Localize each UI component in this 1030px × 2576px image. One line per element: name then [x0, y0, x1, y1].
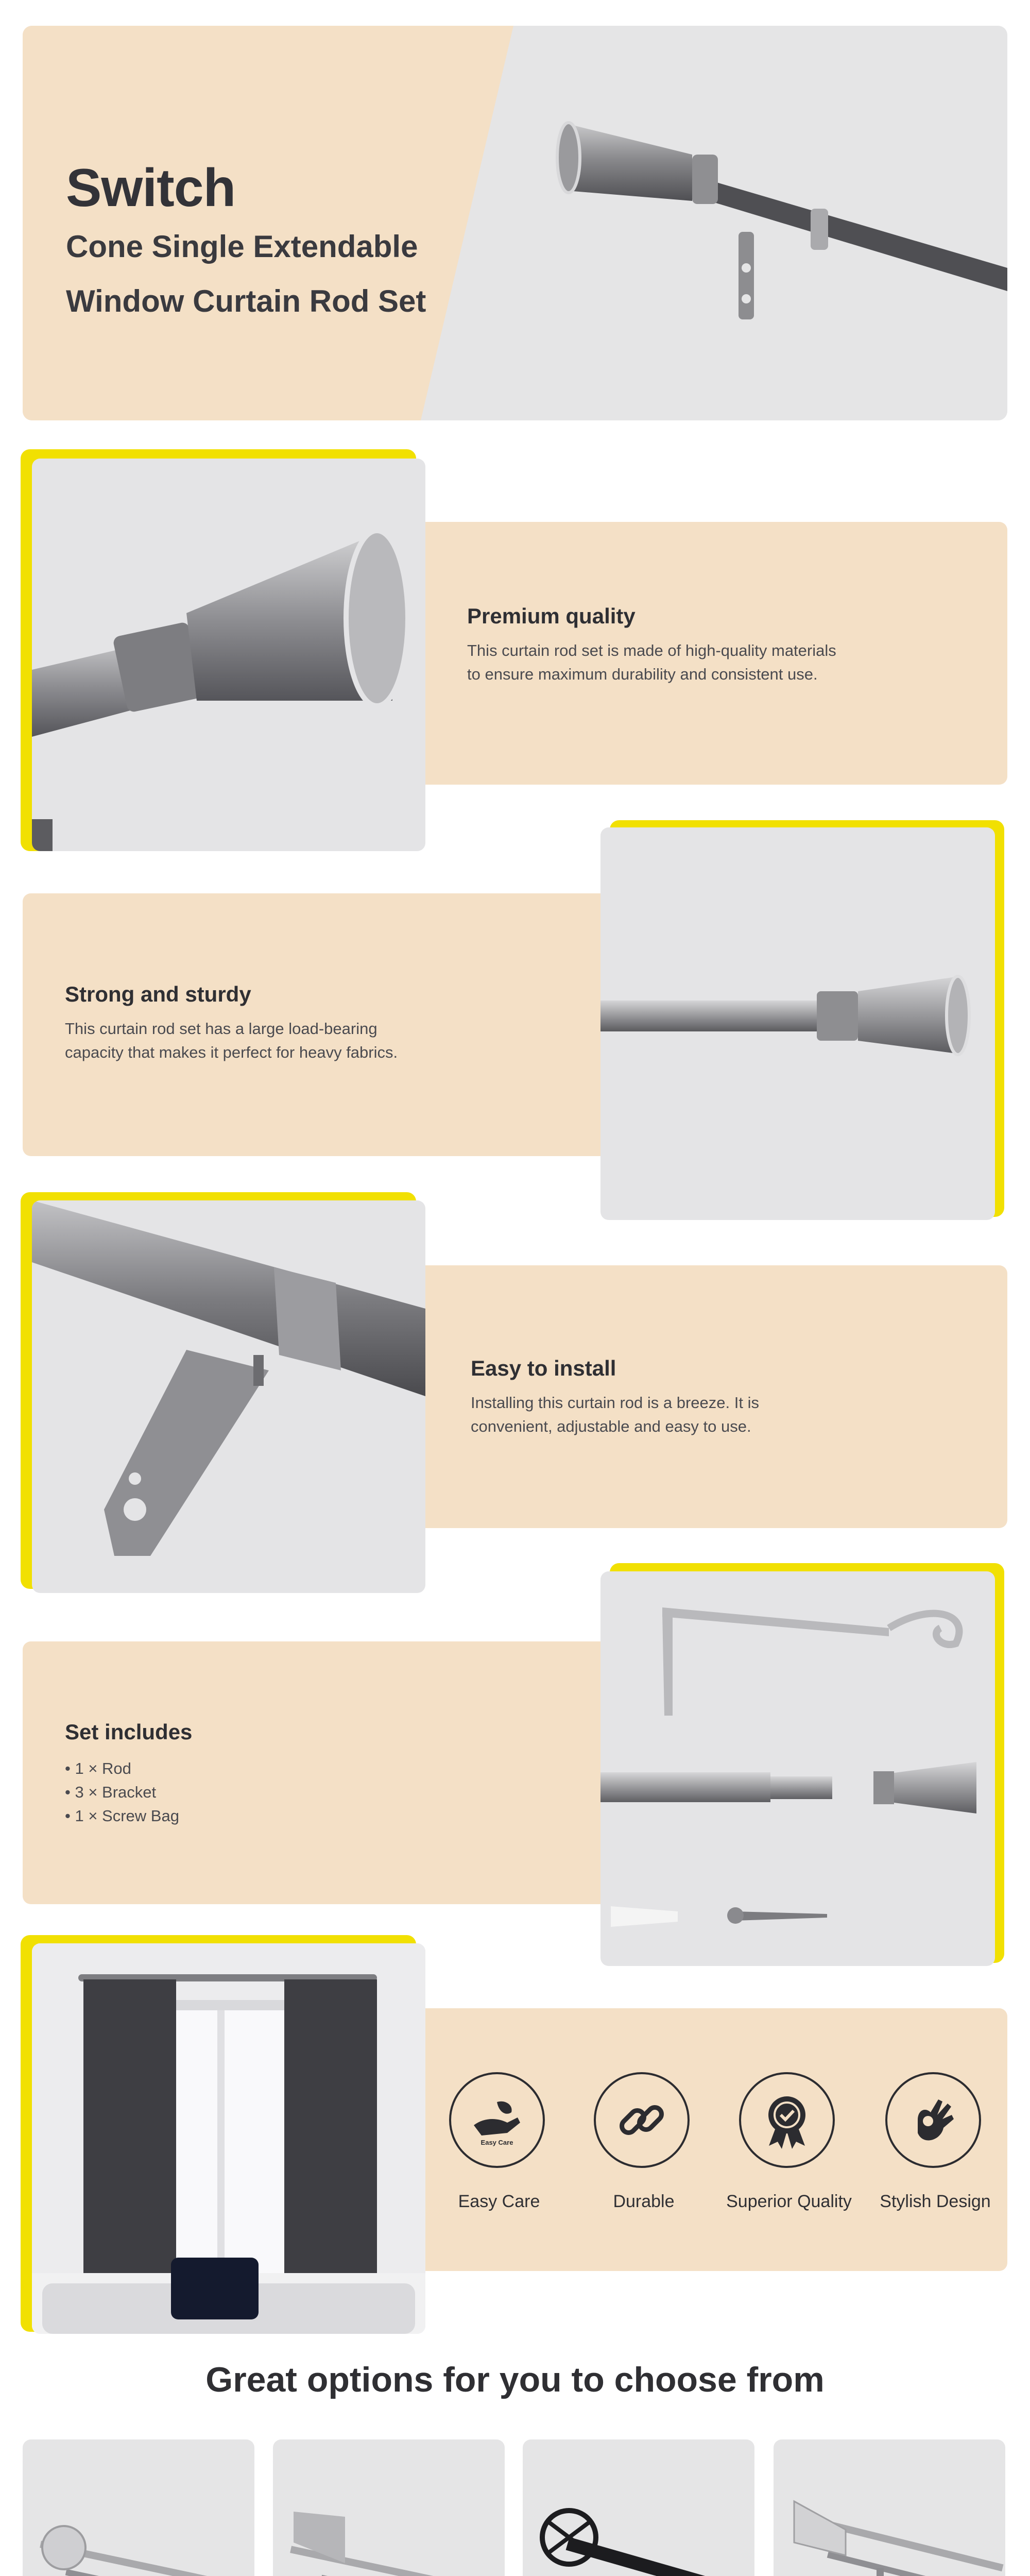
hero-banner — [23, 26, 1007, 420]
rod-side-view-image — [600, 827, 995, 1220]
badge-superior-quality — [739, 2072, 835, 2168]
set-includes-list — [65, 1757, 179, 1828]
list-item: • 1 × Rod — [65, 1759, 131, 1777]
hero-subtitle-line1: Cone Single Extendable — [66, 229, 418, 264]
easy-care-icon — [449, 2072, 545, 2168]
cone-finial-closeup-image — [32, 459, 425, 851]
badge-label-durable: Durable — [613, 2192, 675, 2211]
badge-label-easy-care: Easy Care — [458, 2192, 540, 2211]
badge-easy-care — [449, 2072, 545, 2168]
options-heading: Great options for you to choose from — [205, 2360, 825, 2399]
list-item: • 3 × Bracket — [65, 1783, 157, 1801]
feature-text-sturdy-line1: This curtain rod set has a large load-bearing — [65, 1020, 377, 1038]
feature-title-sturdy: Strong and sturdy — [65, 982, 251, 1006]
feature-text-install-line2: convenient, adjustable and easy to use. — [471, 1417, 751, 1435]
curtain-room-image — [32, 1943, 425, 2334]
option-card-trumpet[interactable] — [774, 2439, 1005, 2576]
bracket-closeup-image — [32, 1200, 425, 1593]
set-includes-title: Set includes — [65, 1720, 193, 1744]
award-ribbon-icon — [739, 2072, 835, 2168]
feature-text-sturdy — [65, 1017, 398, 1064]
svg-text:Easy Care: Easy Care — [480, 2139, 513, 2146]
feature-text-premium-line1: This curtain rod set is made of high-quality materials — [467, 641, 836, 659]
feature-text-sturdy-line2: capacity that makes it perfect for heavy fabrics. — [65, 1043, 398, 1061]
hero-subtitle — [66, 219, 529, 329]
feature-text-install-line1: Installing this curtain rod is a breeze. It is — [471, 1394, 759, 1412]
hero-subtitle-line2: Window Curtain Rod Set — [66, 284, 426, 318]
option-card-comet[interactable] — [273, 2439, 505, 2576]
feature-text-premium-line2: to ensure maximum durability and consistent use. — [467, 665, 818, 683]
kit-contents-image — [600, 1571, 995, 1966]
feature-title-install: Easy to install — [471, 1356, 616, 1380]
chain-link-icon — [594, 2072, 690, 2168]
feature-text-install — [471, 1391, 759, 1438]
ok-hand-icon — [885, 2072, 981, 2168]
list-item: • 1 × Screw Bag — [65, 1807, 179, 1825]
badge-stylish-design — [885, 2072, 981, 2168]
hero-brand: Switch — [66, 158, 236, 218]
option-card-bird-cage[interactable] — [523, 2439, 754, 2576]
badge-durable — [594, 2072, 690, 2168]
feature-text-premium — [467, 639, 836, 686]
option-card-ball[interactable] — [23, 2439, 254, 2576]
badge-label-superior-quality: Superior Quality — [726, 2192, 852, 2211]
badge-label-stylish-design: Stylish Design — [880, 2192, 991, 2211]
feature-title-premium: Premium quality — [467, 604, 636, 628]
